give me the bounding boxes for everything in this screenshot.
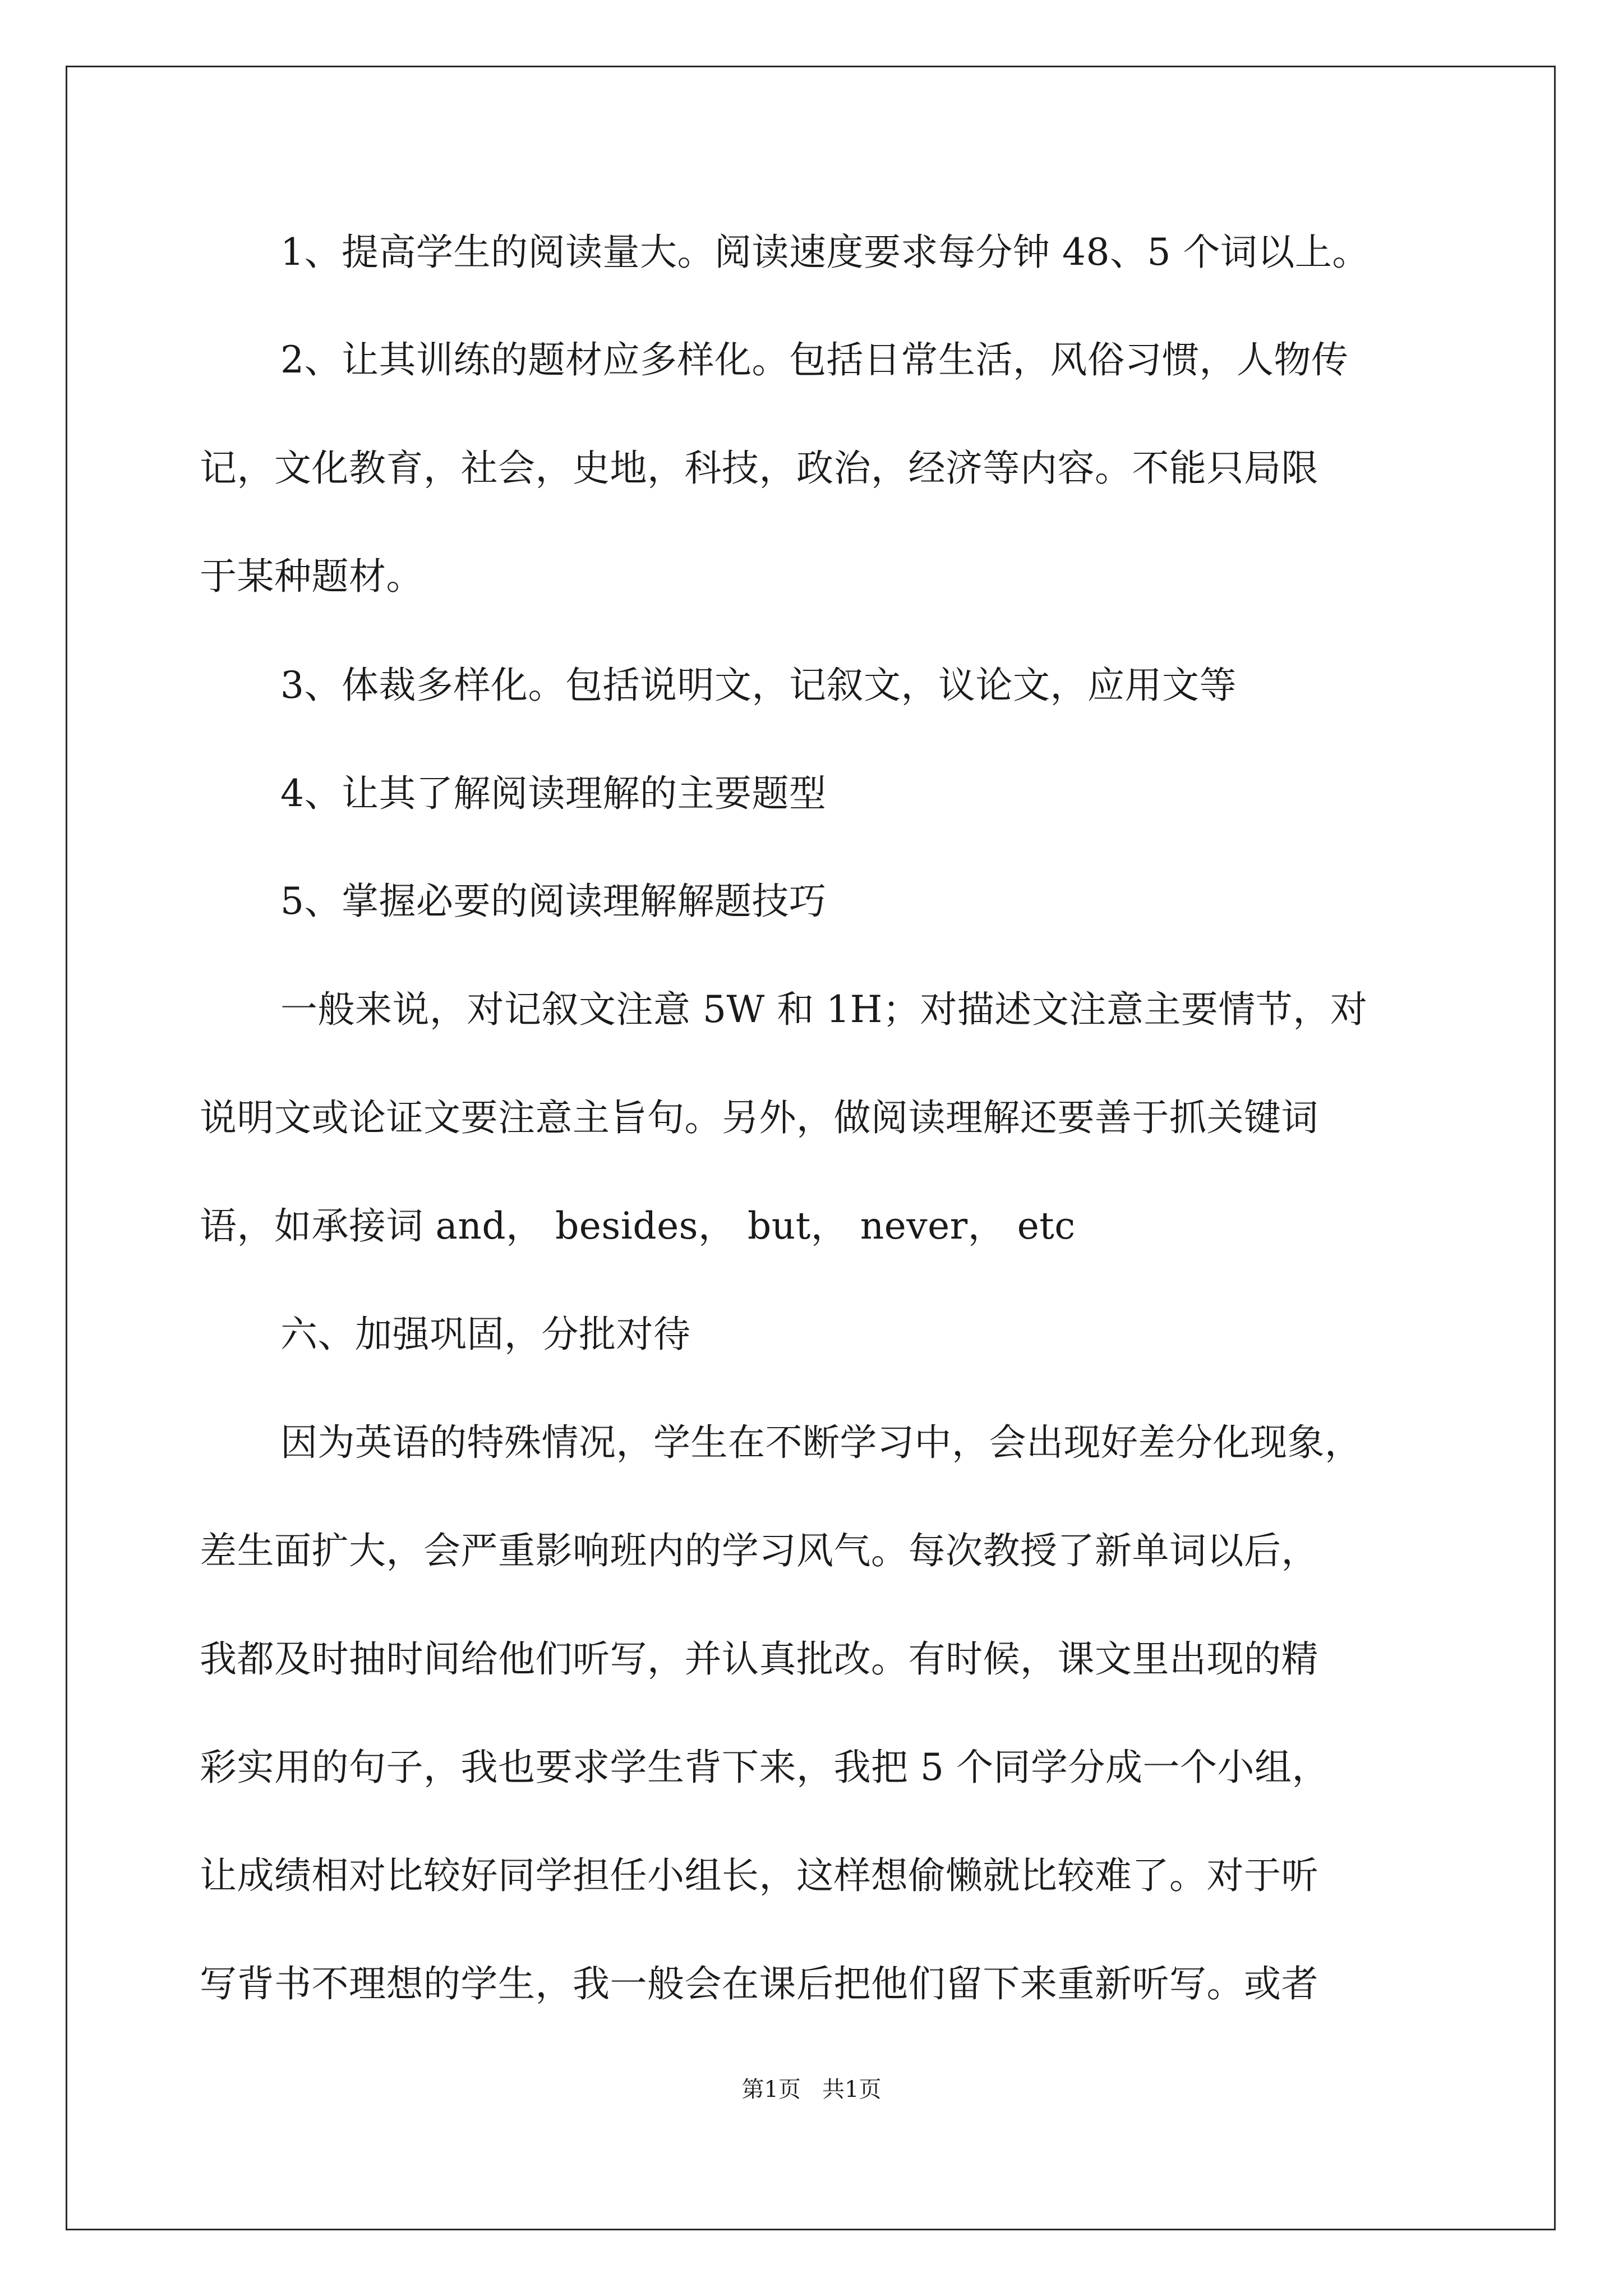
paragraph-line-1: 1、提高学生的阅读量大。阅读速度要求每分钟 48、5 个词以上。	[280, 231, 1370, 274]
paragraph-line-3: 记，文化教育，社会，史地，科技，政治，经济等内容。不能只局限	[200, 447, 1318, 490]
section-heading: 六、加强巩固，分批对待	[280, 1313, 691, 1356]
paragraph-line-14: 我都及时抽时间给他们听写，并认真批改。有时候，课文里出现的精	[200, 1637, 1318, 1681]
paragraph-line-7: 5、掌握必要的阅读理解解题技巧	[280, 880, 827, 923]
paragraph-line-4: 于某种题材。	[200, 555, 423, 598]
paragraph-line-9: 说明文或论证文要注意主旨句。另外，做阅读理解还要善于抓关键词	[200, 1096, 1318, 1139]
paragraph-line-8: 一般来说，对记叙文注意 5W 和 1H；对描述文注意主要情节，对	[280, 988, 1368, 1031]
paragraph-line-10: 语，如承接词 and， besides， but， never， etc	[200, 1204, 1076, 1248]
page-number-footer: 第1页 共1页	[741, 2077, 882, 2102]
paragraph-line-17: 写背书不理想的学生，我一般会在课后把他们留下来重新听写。或者	[200, 1962, 1318, 2005]
paragraph-line-15: 彩实用的句子，我也要求学生背下来，我把 5 个同学分成一个小组，	[200, 1746, 1329, 1789]
paragraph-line-5: 3、体裁多样化。包括说明文，记叙文，议论文，应用文等	[280, 664, 1237, 707]
paragraph-line-12: 因为英语的特殊情况，学生在不断学习中，会出现好差分化现象，	[280, 1421, 1362, 1464]
paragraph-line-13: 差生面扩大，会严重影响班内的学习风气。每次教授了新单词以后，	[200, 1529, 1318, 1572]
paragraph-line-2: 2、让其训练的题材应多样化。包括日常生活，风俗习惯，人物传	[280, 338, 1349, 381]
paragraph-line-16: 让成绩相对比较好同学担任小组长，这样想偷懒就比较难了。对于听	[200, 1854, 1318, 1897]
paragraph-line-6: 4、让其了解阅读理解的主要题型	[280, 772, 827, 815]
page-border	[66, 66, 1556, 2230]
